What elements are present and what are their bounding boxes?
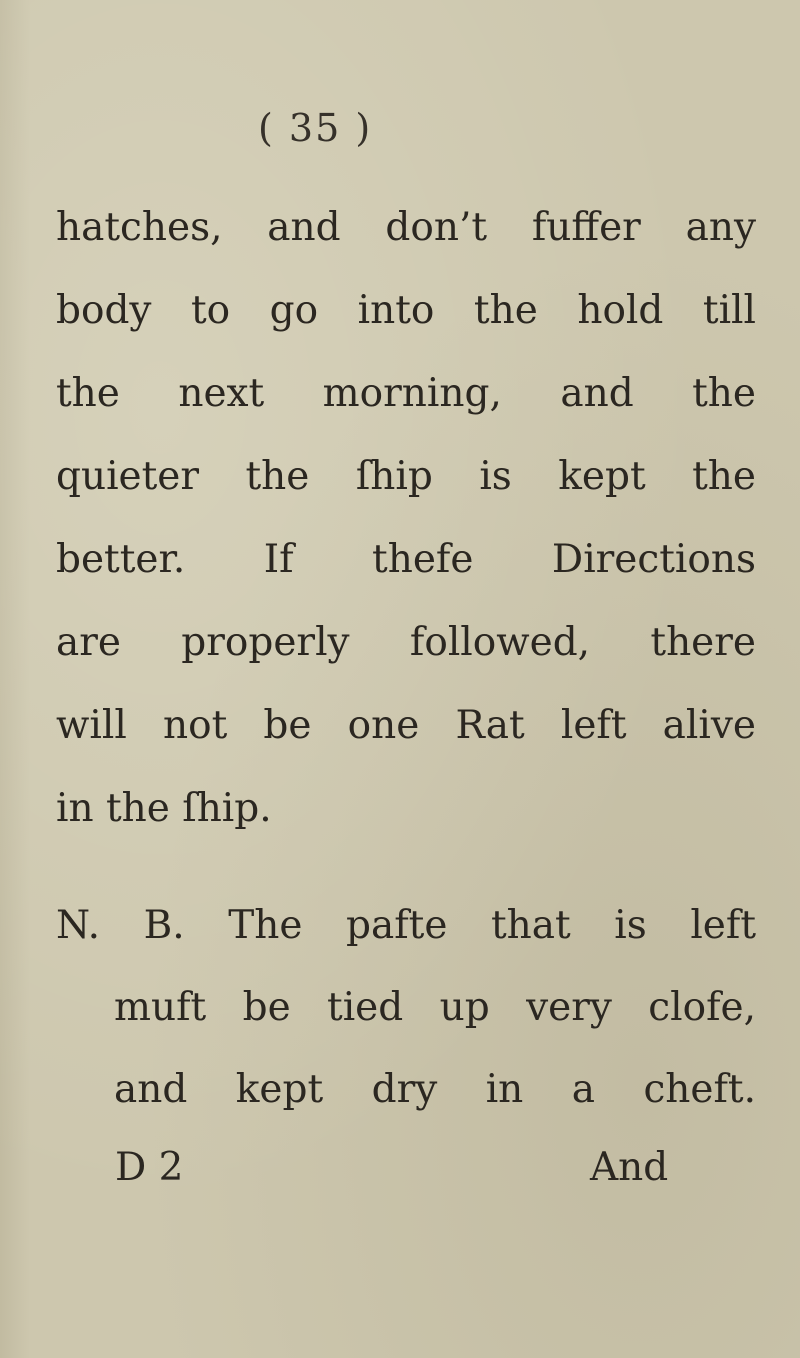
catchword: And [590, 1145, 669, 1190]
note-line: muft be tied up very clofe, [114, 985, 756, 1030]
text-line: better. If thefe Directions [56, 537, 756, 582]
note-line: and kept dry in a cheft. [114, 1067, 756, 1112]
running-head-page-number: ( 35 ) [258, 106, 373, 150]
text-line: hatches, and don’t fuffer any [56, 205, 756, 250]
text-line: in the ſhip. [56, 786, 272, 831]
note-line: N. B. The pafte that is left [56, 903, 756, 948]
text-line: the next morning, and the [56, 371, 756, 416]
text-line: quieter the ſhip is kept the [56, 454, 756, 499]
text-line: will not be one Rat left alive [56, 703, 756, 748]
main-paragraph [56, 198, 756, 862]
page-footer [115, 1138, 669, 1198]
signature-mark: D 2 [115, 1145, 184, 1190]
text-line: body to go into the hold till [56, 288, 756, 333]
text-line: are properly followed, there [56, 620, 756, 665]
nota-bene-note [56, 896, 756, 1142]
